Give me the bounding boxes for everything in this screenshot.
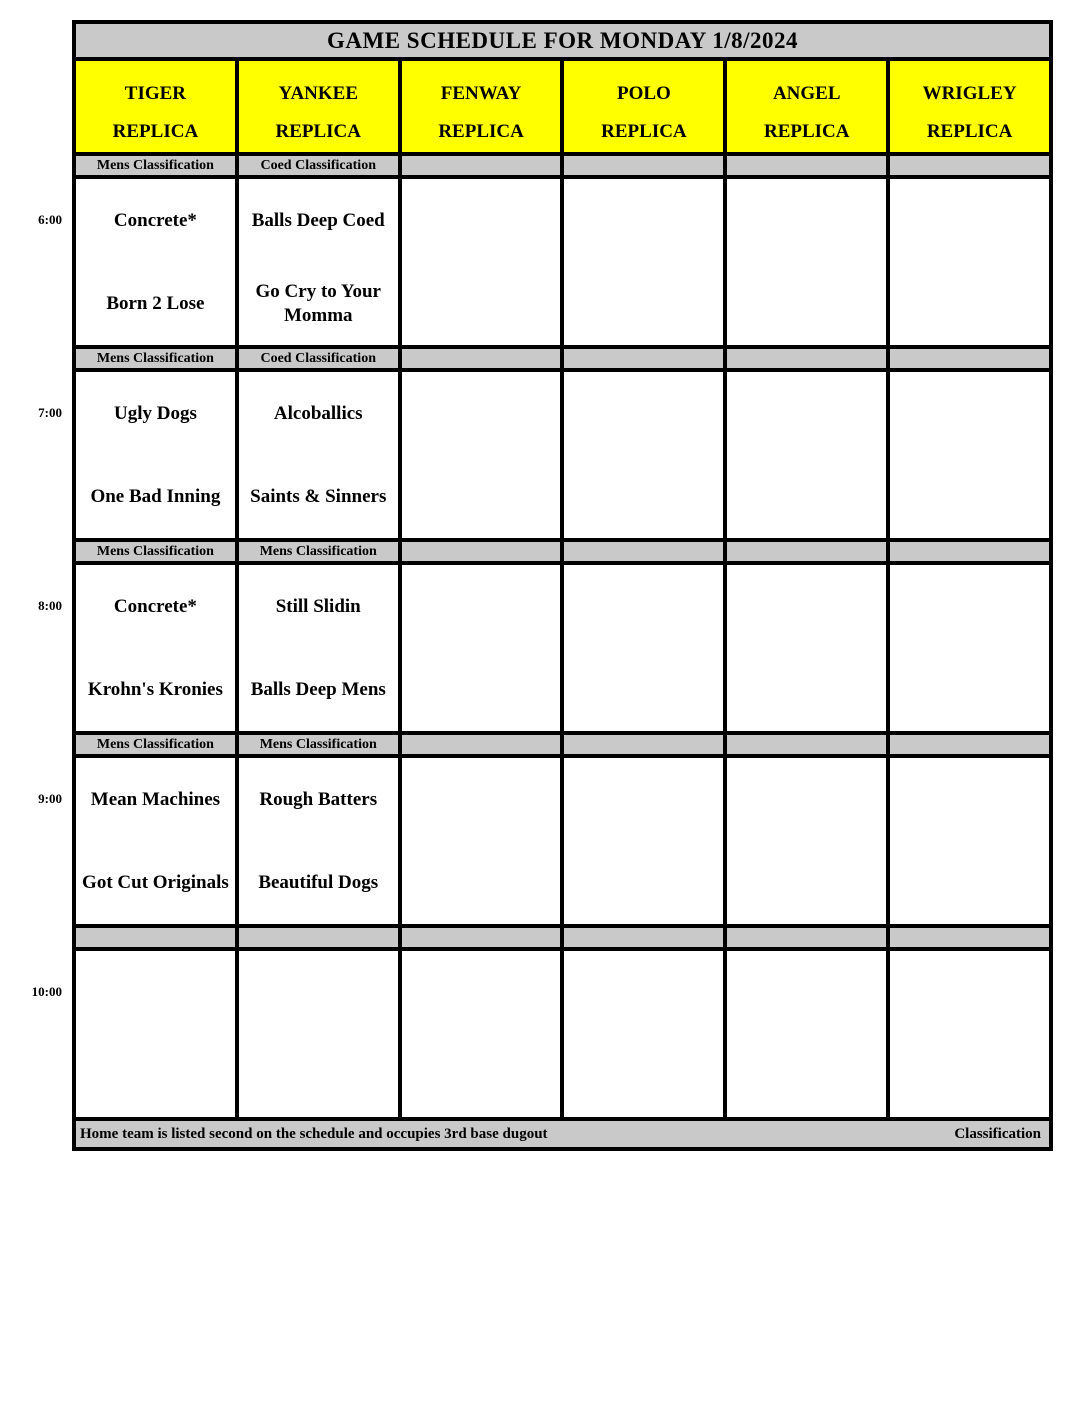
team-home: Born 2 Lose: [106, 292, 205, 314]
game-row-1000: [74, 949, 1051, 1119]
title-row: [74, 22, 1051, 59]
team-visitor: [564, 565, 723, 648]
team-home: [727, 262, 886, 345]
team-visitor: Rough Batters: [259, 788, 378, 810]
team-visitor: [564, 758, 723, 841]
time-label: 7:00: [38, 405, 62, 420]
team-home: [76, 1034, 235, 1117]
game-cell: [400, 370, 563, 540]
field-name: FENWAY: [440, 82, 522, 104]
team-home: [402, 648, 561, 731]
team-home: [564, 262, 723, 345]
game-cell: [725, 177, 888, 347]
time-label: 6:00: [38, 212, 62, 227]
field-header-yankee: [237, 59, 400, 154]
classification-band: [888, 540, 1051, 563]
game-cell: [888, 370, 1051, 540]
team-home: [890, 648, 1049, 731]
classification-row-600: [74, 154, 1051, 177]
game-row-600: [74, 177, 1051, 347]
game-cell: [74, 563, 237, 733]
game-cell: [237, 756, 400, 926]
classification-band: [888, 733, 1051, 756]
page-title: GAME SCHEDULE FOR MONDAY 1/8/2024: [74, 22, 1051, 59]
team-home: [564, 841, 723, 924]
team-home: One Bad Inning: [90, 485, 221, 507]
footer-note: Home team is listed second on the schedule and occupies 3rd base dugout: [80, 1125, 548, 1142]
classification-row-1000: [74, 926, 1051, 949]
footer-classification-label: Classification: [954, 1125, 1041, 1142]
classification-band: [400, 154, 563, 177]
classification-band: Mens Classification: [74, 733, 237, 756]
footer-bar: [74, 1119, 1051, 1149]
classification-band: Coed Classification: [237, 347, 400, 370]
classification-band: [74, 926, 237, 949]
game-cell: [74, 370, 237, 540]
classification-band: [725, 926, 888, 949]
field-type: REPLICA: [275, 120, 361, 142]
team-visitor: [76, 951, 235, 1034]
game-cell: [74, 756, 237, 926]
classification-band: Mens Classification: [237, 540, 400, 563]
team-home: [890, 1034, 1049, 1117]
game-cell: [888, 563, 1051, 733]
team-visitor: [727, 179, 886, 262]
classification-band: [562, 926, 725, 949]
game-cell: [888, 177, 1051, 347]
game-cell: [562, 949, 725, 1119]
classification-row-900: [74, 733, 1051, 756]
footer-row: [74, 1119, 1051, 1149]
classification-band: Mens Classification: [74, 154, 237, 177]
team-home: [402, 262, 561, 345]
game-cell: [725, 563, 888, 733]
team-home: Got Cut Originals: [82, 871, 229, 893]
classification-band: Mens Classification: [237, 733, 400, 756]
game-row-700: [74, 370, 1051, 540]
game-cell: [237, 949, 400, 1119]
game-cell: [725, 756, 888, 926]
classification-band: [400, 347, 563, 370]
game-cell: [400, 949, 563, 1119]
team-visitor: [727, 565, 886, 648]
team-home: [402, 841, 561, 924]
team-visitor: [402, 758, 561, 841]
team-home: [402, 1034, 561, 1117]
team-home: [564, 648, 723, 731]
game-cell: [74, 949, 237, 1119]
team-visitor: [890, 951, 1049, 1034]
team-home: [890, 841, 1049, 924]
game-cell: [237, 563, 400, 733]
team-home: [727, 841, 886, 924]
field-name: WRIGLEY: [922, 82, 1017, 104]
game-cell: [400, 563, 563, 733]
team-visitor: [890, 758, 1049, 841]
team-home: [727, 648, 886, 731]
field-header-fenway: [400, 59, 563, 154]
team-home: Go Cry to Your Momma: [255, 280, 381, 326]
field-name: TIGER: [124, 82, 187, 104]
team-home: [564, 1034, 723, 1117]
team-home: [890, 455, 1049, 538]
team-home: [239, 1034, 398, 1117]
classification-band: [562, 733, 725, 756]
field-type: REPLICA: [926, 120, 1013, 142]
team-visitor: [402, 951, 561, 1034]
team-visitor: [890, 372, 1049, 455]
game-cell: [400, 177, 563, 347]
team-home: [402, 455, 561, 538]
game-row-900: [74, 756, 1051, 926]
team-visitor: [402, 372, 561, 455]
field-name: ANGEL: [772, 82, 841, 104]
time-label: 10:00: [31, 984, 62, 999]
game-cell: [562, 370, 725, 540]
game-cell: [562, 563, 725, 733]
field-header-wrigley: [888, 59, 1051, 154]
schedule-table: [72, 20, 1053, 1151]
team-visitor: [890, 179, 1049, 262]
game-cell: [888, 949, 1051, 1119]
team-visitor: Concrete*: [113, 595, 197, 617]
field-header-row: [74, 59, 1051, 154]
team-home: [727, 1034, 886, 1117]
classification-band: [725, 347, 888, 370]
game-row-800: [74, 563, 1051, 733]
classification-band: [562, 347, 725, 370]
field-header-polo: [562, 59, 725, 154]
classification-band: [400, 733, 563, 756]
game-cell: [562, 756, 725, 926]
team-visitor: [727, 372, 886, 455]
game-cell: [562, 177, 725, 347]
team-home: Balls Deep Mens: [250, 678, 386, 700]
team-visitor: Mean Machines: [90, 788, 221, 810]
classification-band: [725, 733, 888, 756]
field-header-tiger: [74, 59, 237, 154]
classification-band: Mens Classification: [74, 347, 237, 370]
classification-band: [400, 926, 563, 949]
team-home: Krohn's Kronies: [87, 678, 223, 700]
team-home: [890, 262, 1049, 345]
team-home: [564, 455, 723, 538]
time-label: 8:00: [38, 598, 62, 613]
team-visitor: [402, 179, 561, 262]
classification-band: [888, 926, 1051, 949]
game-cell: [237, 370, 400, 540]
game-cell: [888, 756, 1051, 926]
team-visitor: Alcoballics: [273, 402, 363, 424]
game-cell: [237, 177, 400, 347]
game-cell: [725, 949, 888, 1119]
classification-band: [725, 154, 888, 177]
team-visitor: [564, 951, 723, 1034]
team-visitor: [890, 565, 1049, 648]
classification-band: Mens Classification: [74, 540, 237, 563]
team-home: Saints & Sinners: [250, 485, 387, 507]
classification-band: [725, 540, 888, 563]
team-visitor: [239, 951, 398, 1034]
classification-row-800: [74, 540, 1051, 563]
team-visitor: Still Slidin: [275, 595, 361, 617]
team-visitor: [564, 179, 723, 262]
field-type: REPLICA: [601, 120, 687, 142]
team-visitor: [402, 565, 561, 648]
time-label: 9:00: [38, 791, 62, 806]
classification-band: [562, 154, 725, 177]
classification-band: [888, 154, 1051, 177]
field-name: YANKEE: [278, 82, 359, 104]
field-header-angel: [725, 59, 888, 154]
field-type: REPLICA: [112, 120, 199, 142]
game-cell: [74, 177, 237, 347]
team-visitor: Ugly Dogs: [113, 402, 197, 424]
classification-band: [400, 540, 563, 563]
team-visitor: [564, 372, 723, 455]
team-visitor: [727, 758, 886, 841]
classification-band: [562, 540, 725, 563]
team-home: [727, 455, 886, 538]
game-cell: [725, 370, 888, 540]
team-home: Beautiful Dogs: [258, 871, 379, 893]
classification-band: [888, 347, 1051, 370]
schedule-table-wrap: [72, 20, 1053, 1151]
classification-row-700: [74, 347, 1051, 370]
field-name: POLO: [616, 82, 671, 104]
classification-band: [237, 926, 400, 949]
team-visitor: [727, 951, 886, 1034]
game-cell: [400, 756, 563, 926]
field-type: REPLICA: [438, 120, 524, 142]
team-visitor: Balls Deep Coed: [251, 209, 385, 231]
team-visitor: Concrete*: [113, 209, 197, 231]
field-type: REPLICA: [763, 120, 850, 142]
classification-band: Coed Classification: [237, 154, 400, 177]
